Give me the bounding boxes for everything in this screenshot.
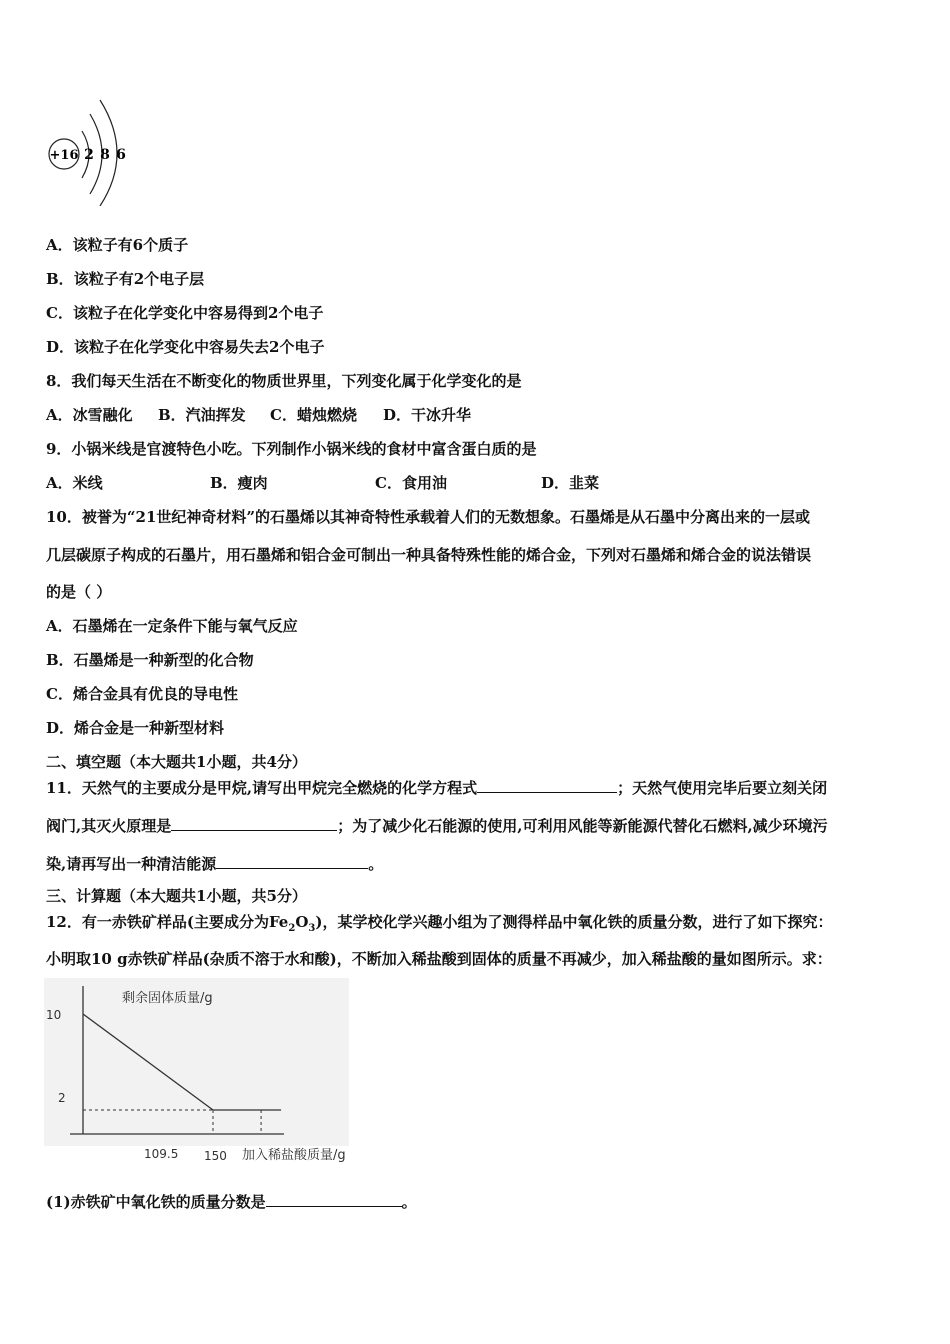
x-tick-109-5: 109.5	[144, 1147, 179, 1161]
y-axis-label: 剩余固体质量/g	[122, 991, 213, 1006]
option-text: 该粒子有6个质子	[72, 236, 189, 254]
q9-stem: 9．小锅米线是官渡特色小吃。下列制作小锅米线的食材中富含蛋白质的是	[46, 440, 537, 458]
section-2-heading: 二、填空题（本大题共1小题，共4分）	[46, 753, 307, 771]
y-tick-10: 10	[46, 1008, 62, 1022]
section-3-heading: 三、计算题（本大题共1小题，共5分）	[46, 887, 307, 905]
q11-text: ；为了减少化石能源的使用,可利用风能等新能源代替化石燃料,减少环境污	[337, 817, 828, 835]
q10-stem-line3: 的是（ ）	[46, 583, 112, 601]
q11-line3	[46, 854, 383, 874]
q12-text: )，某学校化学兴趣小组为了测得样品中氧化铁的质量分数，进行了如下探究：	[315, 913, 833, 931]
option-text: 该粒子在化学变化中容易失去2个电子	[74, 338, 325, 356]
q11-answer-blank-2[interactable]	[171, 816, 337, 831]
q12-sub1	[46, 1192, 417, 1212]
q9-option-d: D．韭菜	[541, 474, 600, 492]
q10-stem-line1: 10．被誉为“21世纪神奇材料”的石墨烯以其神奇特性承载着人们的无数想象。石墨烯是从石墨中分离出来的一层或	[46, 508, 811, 526]
q10-option-c: C．烯合金具有优良的导电性	[46, 685, 238, 703]
subscript: 2	[288, 923, 296, 934]
nucleus-charge: +16	[49, 148, 79, 163]
q9-option-b: B．瘦肉	[210, 474, 268, 492]
atom-structure-diagram	[44, 96, 144, 206]
q12-text: (1)赤铁矿中氧化铁的质量分数是	[46, 1193, 266, 1211]
q10-option-b: B．石墨烯是一种新型的化合物	[46, 651, 254, 669]
q8-stem: 8．我们每天生活在不断变化的物质世界里，下列变化属于化学变化的是	[46, 372, 522, 390]
option-label: B．	[46, 270, 74, 288]
q11-text: 染,请再写出一种清洁能源	[46, 855, 217, 873]
shell-electrons-3: 6	[116, 147, 126, 163]
q11-text: 11．天然气的主要成分是甲烷,请写出甲烷完全燃烧的化学方程式	[46, 779, 478, 797]
q11-text: ；天然气使用完毕后要立刻关闭	[617, 779, 828, 797]
q10-option-a: A．石墨烯在一定条件下能与氧气反应	[46, 617, 298, 635]
q12-text: O	[295, 913, 309, 931]
q9-option-c: C．食用油	[375, 474, 447, 492]
q11-answer-blank-1[interactable]	[477, 778, 617, 793]
q11-answer-blank-3[interactable]	[216, 854, 368, 869]
q7-option-a	[46, 235, 188, 255]
x-axis-label: 加入稀盐酸质量/g	[242, 1148, 346, 1163]
shell-electrons-2: 8	[100, 147, 110, 163]
q11-text: 阀门,其灭火原理是	[46, 817, 172, 835]
q8-option-c: C．蜡烛燃烧	[270, 406, 357, 424]
option-text: 该粒子在化学变化中容易得到2个电子	[72, 304, 324, 322]
q7-option-c	[46, 303, 323, 323]
q12-line1	[46, 912, 832, 939]
q11-text: 。	[368, 855, 384, 873]
q11-line2	[46, 816, 828, 836]
subscript: 3	[308, 923, 316, 934]
q8-option-a: A．冰雪融化	[46, 406, 133, 424]
x-tick-150: 150	[204, 1149, 227, 1163]
q8-option-d: D．干冰升华	[383, 406, 472, 424]
q8-option-b: B．汽油挥发	[158, 406, 246, 424]
y-tick-2: 2	[58, 1091, 66, 1105]
q12-text: 12．有一赤铁矿样品(主要成分为Fe	[46, 913, 289, 931]
q7-option-d	[46, 337, 324, 357]
option-text: 该粒子有2个电子层	[73, 270, 205, 288]
option-label: D．	[46, 338, 75, 356]
mass-vs-acid-chart	[44, 978, 374, 1166]
option-label: C．	[46, 304, 73, 322]
option-label: A．	[46, 236, 73, 254]
q9-options	[46, 473, 599, 493]
q11-line1	[46, 778, 827, 798]
q12-answer-blank-1[interactable]	[266, 1192, 402, 1207]
q9-option-a: A．米线	[46, 474, 103, 492]
q7-option-b	[46, 269, 204, 289]
shell-electrons-1: 2	[84, 147, 94, 163]
q10-option-d: D．烯合金是一种新型材料	[46, 719, 225, 737]
q12-text: 。	[401, 1193, 417, 1211]
q12-line2: 小明取10 g赤铁矿样品(杂质不溶于水和酸)，不断加入稀盐酸到固体的质量不再减少，加入稀盐酸的量如图所示。求：	[46, 950, 832, 968]
q8-options	[46, 405, 471, 425]
q10-stem-line2: 几层碳原子构成的石墨片，用石墨烯和铝合金可制出一种具备特殊性能的烯合金，下列对石墨烯和烯合金的说法错误	[46, 546, 812, 564]
